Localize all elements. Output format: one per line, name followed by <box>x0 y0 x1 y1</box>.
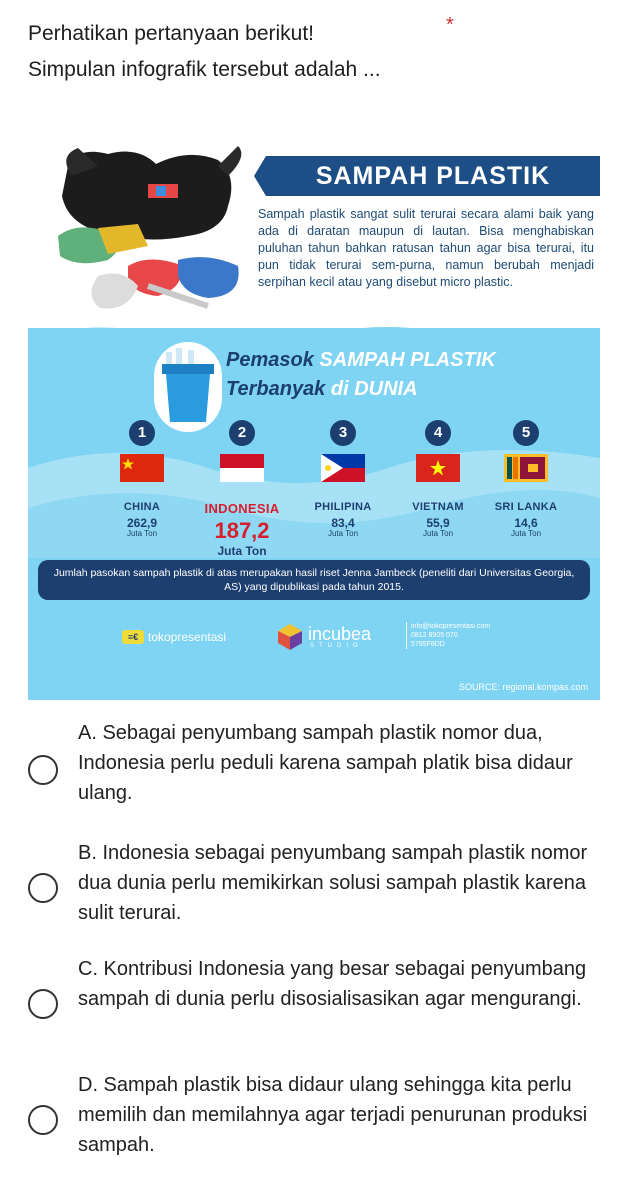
vietnam-flag-icon <box>416 454 460 482</box>
rank-badge: 2 <box>229 420 255 446</box>
rank-badge: 1 <box>129 420 155 446</box>
country-value: 83,4 <box>331 516 355 530</box>
question-header <box>28 18 588 86</box>
research-note: Jumlah pasokan sampah plastik di atas merupakan hasil riset Jenna Jambeck (peneliti dari Universitas Georgia, AS) yang dipublikasi pada tahun 2015. <box>38 560 590 600</box>
incubea-subtext: STUDIO <box>310 643 363 649</box>
radio-button-a[interactable] <box>28 755 58 785</box>
required-mark: * <box>446 14 454 36</box>
option-a-text: A. Sebagai penyumbang sampah plastik nomor dua, Indonesia perlu peduli karena sampah platik bisa didaur ulang. <box>78 722 573 804</box>
radio-button-c[interactable] <box>28 989 58 1019</box>
country-name: VIETNAM <box>412 501 464 513</box>
cube-icon <box>278 624 302 650</box>
philippines-flag-icon <box>321 454 365 482</box>
question-instruction: Perhatikan pertanyaan berikut! <box>28 22 315 45</box>
incubea-text: incubea <box>308 624 372 644</box>
tokopresentasi-logo <box>122 630 226 644</box>
country-name: INDONESIA <box>204 501 280 516</box>
rank-badge: 4 <box>425 420 451 446</box>
radio-button-b[interactable] <box>28 873 58 903</box>
heading-word-3: Terbanyak <box>226 378 326 400</box>
contact-pin: 5795F8DD <box>411 641 445 648</box>
country-value: 14,6 <box>514 516 538 530</box>
radio-button-d[interactable] <box>28 1105 58 1135</box>
country-sri-lanka <box>471 420 581 539</box>
contact-email: info@tokopresentasi.com <box>411 623 491 630</box>
country-list <box>28 420 600 560</box>
country-philipina <box>288 420 398 539</box>
country-unit: Juta Ton <box>422 529 454 538</box>
top-suppliers-heading <box>226 346 496 404</box>
china-flag-icon <box>120 454 164 482</box>
country-value: 55,9 <box>426 516 450 530</box>
country-unit: Juta Ton <box>510 529 542 538</box>
contact-info <box>406 622 490 649</box>
country-unit: Juta Ton <box>126 529 158 538</box>
incubea-logo <box>278 624 371 650</box>
indonesia-flag-icon <box>220 454 264 482</box>
source-credit: SOURCE: regional.kompas.com <box>458 682 588 692</box>
country-unit: Juta Ton <box>327 529 359 538</box>
sri-lanka-flag-icon <box>504 454 548 482</box>
heading-word-2: SAMPAH PLASTIK <box>319 349 496 371</box>
country-name: SRI LANKA <box>494 501 558 513</box>
infographic-image <box>28 128 600 700</box>
option-c-text: C. Kontribusi Indonesia yang besar sebagai penyumbang sampah di dunia perlu disosialisasikan agar mengurangi. <box>78 958 587 1010</box>
option-d-text: D. Sampah plastik bisa didaur ulang sehingga kita perlu memilih dan memilahnya agar terjadi penurunan produksi sampah. <box>78 1074 588 1156</box>
country-name: PHILIPINA <box>314 501 372 513</box>
rank-badge: 3 <box>330 420 356 446</box>
tokopresentasi-text: tokopresentasi <box>148 630 227 644</box>
country-name: CHINA <box>123 501 161 513</box>
rank-badge: 5 <box>513 420 539 446</box>
footer-logos <box>28 618 600 658</box>
country-unit: Juta Ton <box>217 544 267 558</box>
garbage-bags-illustration <box>38 136 253 326</box>
contact-phone: 0812 8905 070 <box>411 632 458 639</box>
heading-word-4: di DUNIA <box>330 378 418 400</box>
option-b-text: B. Indonesia sebagai penyumbang sampah plastik nomor dua dunia perlu memikirkan solusi sampah plastik karena sulit terurai. <box>78 842 588 924</box>
country-value: 187,2 <box>214 518 270 543</box>
title-banner-notch <box>254 156 266 196</box>
country-china <box>87 420 197 539</box>
trash-bin-icon <box>148 342 228 432</box>
tokopresentasi-icon: ≡€ <box>122 630 144 644</box>
question-text: Simpulan infografik tersebut adalah ... <box>28 58 381 81</box>
country-indonesia <box>187 420 297 556</box>
country-value: 262,9 <box>126 516 158 530</box>
infographic-title: SAMPAH PLASTIK <box>266 156 600 196</box>
heading-word-1: Pemasok <box>226 349 314 371</box>
infographic-description: Sampah plastik sangat sulit terurai secara alami baik yang ada di daratan maupun di lautan. Bisa menghabiskan puluhan tahun bahkan ratusan tahun agar bisa terurai, itu pun tidak terurai sem-purna, namun berubah menjadi serpihan kecil atau yang disebut micro plastic. <box>258 207 594 289</box>
